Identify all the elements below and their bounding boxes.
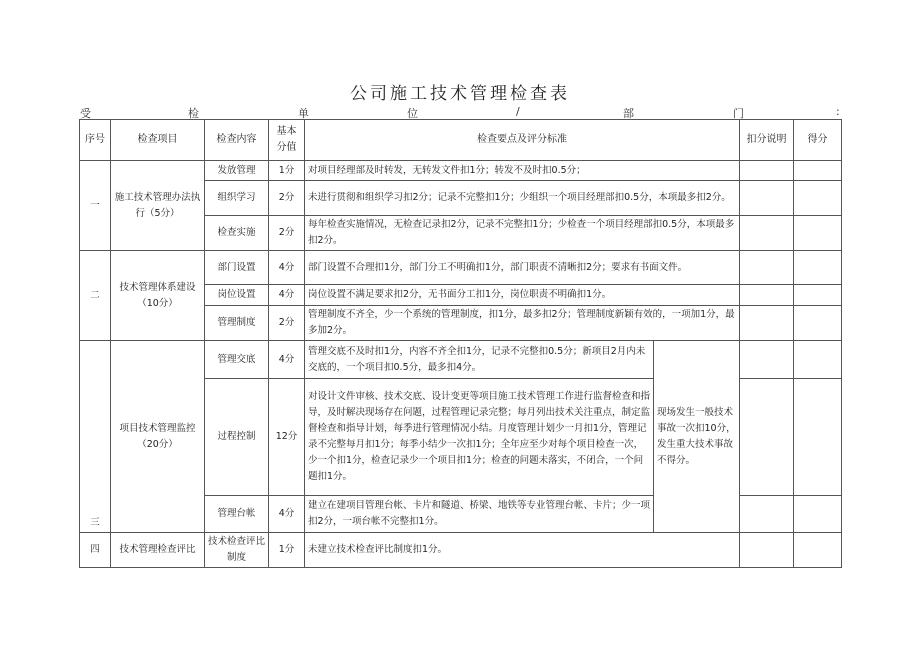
header-content: 检查内容 [205, 120, 269, 161]
check-content: 组织学习 [205, 181, 269, 216]
section-item: 施工技术管理办法执行（5分） [111, 161, 205, 251]
subline-char: / [516, 105, 520, 118]
table-row [80, 251, 842, 285]
deduct-note-cell[interactable] [740, 216, 794, 251]
table-row [80, 161, 842, 181]
header-seq: 序号 [80, 120, 111, 161]
score-cell[interactable] [794, 161, 842, 181]
check-content: 检查实施 [205, 216, 269, 251]
deduct-note-cell[interactable] [740, 341, 794, 379]
subline-char: 检 [188, 107, 199, 120]
base-score: 4分 [269, 251, 305, 285]
section-number: 四 [80, 533, 111, 568]
base-score: 12分 [269, 379, 305, 496]
deduct-note-cell[interactable] [740, 251, 794, 285]
standard-text: 岗位设置不满足要求扣2分，无书面分工扣1分，岗位职责不明确扣1分。 [305, 285, 740, 306]
base-score: 2分 [269, 181, 305, 216]
standard-text: 未建立技术检查评比制度扣1分。 [305, 533, 740, 568]
header-base-score: 基本分值 [269, 120, 305, 161]
base-score: 4分 [269, 285, 305, 306]
base-score: 1分 [269, 161, 305, 181]
base-score: 4分 [269, 341, 305, 379]
score-cell[interactable] [794, 306, 842, 341]
check-content: 部门设置 [205, 251, 269, 285]
standard-text: 管理交底不及时扣1分，内容不齐全扣1分，记录不完整扣0.5分；新项目2月内未交底的，一个项目扣0.5分，最多扣4分。 [305, 341, 654, 379]
deduct-note-cell[interactable] [740, 306, 794, 341]
deduct-note-cell[interactable] [740, 533, 794, 568]
section-number: 一 [80, 161, 111, 251]
score-cell[interactable] [794, 216, 842, 251]
subline-char: 部 [623, 107, 634, 120]
deduct-note-cell[interactable] [740, 379, 794, 496]
standard-text: 未进行贯彻和组织学习扣2分；记录不完整扣1分；少组织一个项目经理部扣0.5分，本项最多扣2分。 [305, 181, 740, 216]
section-number: 二 [80, 251, 111, 341]
score-cell[interactable] [794, 496, 842, 533]
deduct-note-cell[interactable] [740, 181, 794, 216]
base-score: 4分 [269, 496, 305, 533]
subline-char: : [836, 105, 840, 118]
subline-char: 单 [298, 107, 309, 120]
check-content: 管理制度 [205, 306, 269, 341]
inspected-unit-line [80, 105, 840, 119]
check-content: 岗位设置 [205, 285, 269, 306]
score-cell[interactable] [794, 341, 842, 379]
check-content: 技术检查评比制度 [205, 533, 269, 568]
header-deduct-note: 扣分说明 [740, 120, 794, 161]
score-cell[interactable] [794, 285, 842, 306]
section-number: 三 [80, 341, 111, 533]
deduct-note-cell[interactable] [740, 161, 794, 181]
standard-text: 对项目经理部及时转发，无转发文件扣1分；转发不及时扣0.5分； [305, 161, 740, 181]
score-cell[interactable] [794, 379, 842, 496]
score-cell[interactable] [794, 181, 842, 216]
check-content: 发放管理 [205, 161, 269, 181]
section-item: 技术管理检查评比 [111, 533, 205, 568]
header-item: 检查项目 [111, 120, 205, 161]
standard-text: 管理制度不齐全，少一个系统的管理制度，扣1分，最多扣2分；管理制度新颖有效的，一项加1分，最多加2分。 [305, 306, 740, 341]
base-score: 2分 [269, 306, 305, 341]
header-score: 得分 [794, 120, 842, 161]
score-cell[interactable] [794, 251, 842, 285]
standard-text: 建立在建项目管理台帐、卡片和隧道、桥梁、地铁等专业管理台帐、卡片；少一项扣2分，一项台帐不完整扣1分。 [305, 496, 654, 533]
check-content: 过程控制 [205, 379, 269, 496]
subline-char: 门 [733, 107, 744, 120]
header-standard: 检查要点及评分标准 [305, 120, 740, 161]
subline-char: 位 [407, 107, 418, 120]
check-content: 管理台帐 [205, 496, 269, 533]
page-title: 公司施工技术管理检查表 [350, 84, 570, 104]
base-score: 1分 [269, 533, 305, 568]
table-header-row [80, 120, 842, 161]
section-item: 技术管理体系建设（10分） [111, 251, 205, 341]
subline-char: 受 [80, 107, 91, 120]
standard-text: 每年检查实施情况，无检查记录扣2分，记录不完整扣1分；少检查一个项目经理部扣0.5分，本项最多扣2分。 [305, 216, 740, 251]
deduct-note-cell[interactable] [740, 496, 794, 533]
score-cell[interactable] [794, 533, 842, 568]
check-content: 管理交底 [205, 341, 269, 379]
deduct-note-cell[interactable] [740, 285, 794, 306]
table-row [80, 341, 842, 379]
base-score: 2分 [269, 216, 305, 251]
section-item: 项目技术管理监控（20分） [111, 341, 205, 533]
standard-text: 对设计文件审核、技术交底、设计变更等项目施工技术管理工作进行监督检查和指导，及时解决现场存在问题，过程管理记录完整；每月列出技术关注重点，制定监督检查和指导计划，每季进行管理情况小结。月度管理计划少一月扣1分，管理记录不完整每月扣1分；每季小结少一次扣1分；全年应至少对每个项目检查一次，少一个扣1分，检查记录少一个项目扣1分；检查的问题未落实，不闭合，一个问题扣1分。 [305, 379, 654, 496]
deduction-note-text: 现场发生一般技术事故一次扣10分，发生重大技术事故不得分。 [654, 341, 740, 533]
standard-text: 部门设置不合理扣1分，部门分工不明确扣1分，部门职责不清晰扣2分；要求有书面文件。 [305, 251, 740, 285]
inspection-table [79, 119, 842, 568]
table-row [80, 533, 842, 568]
